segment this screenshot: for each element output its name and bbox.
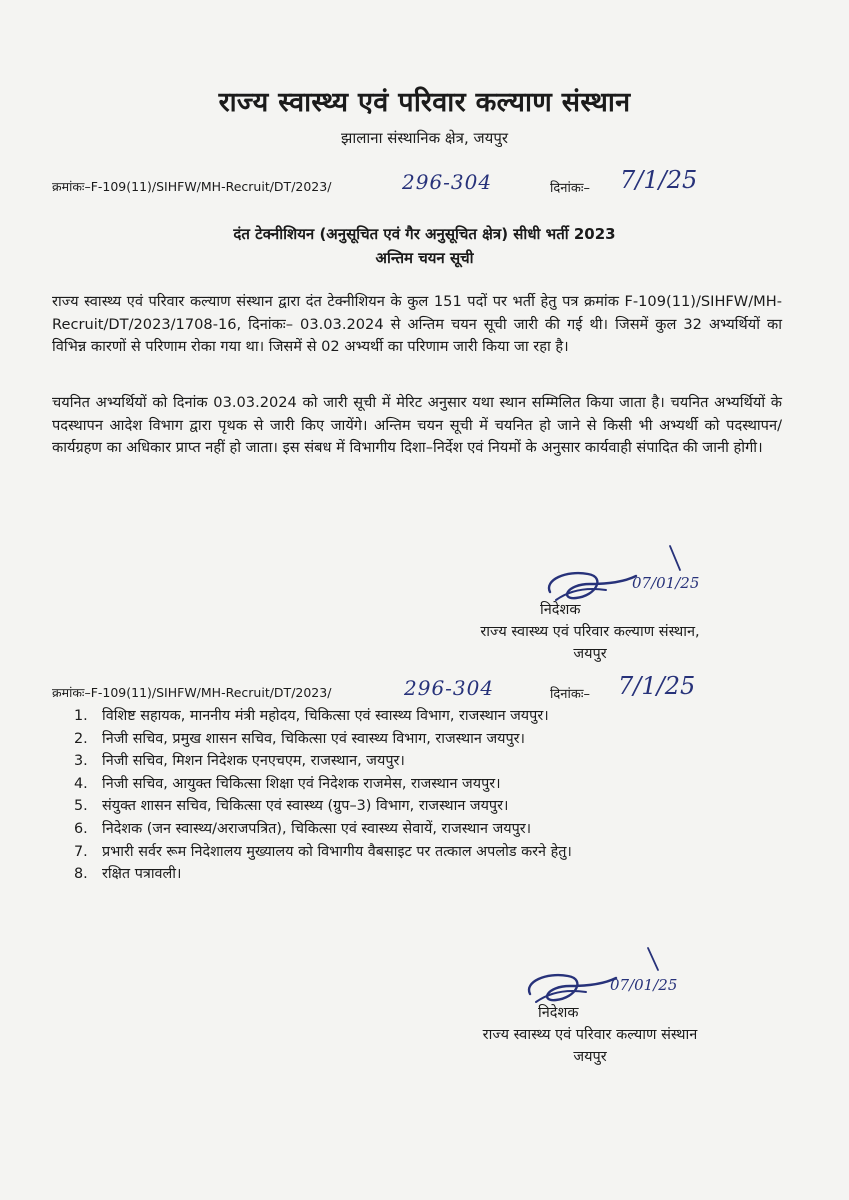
signatory-block-2 (400, 1002, 780, 1068)
signatory-block (400, 599, 780, 665)
handwritten-dispatch-number: 296-304 (402, 170, 493, 194)
reference-number: क्रमांकः–F-109(11)/SIHFW/MH-Recruit/DT/2023/ (52, 685, 332, 700)
distribution-list (68, 705, 788, 886)
handwritten-date: 7/1/25 (620, 166, 698, 194)
handwritten-date: 7/1/25 (618, 672, 696, 700)
organization-address: झालाना संस्थानिक क्षेत्र, जयपुर (341, 129, 508, 147)
body-paragraph-1: राज्य स्वास्थ्य एवं परिवार कल्याण संस्थान द्वारा दंत टेक्नीशियन के कुल 151 पदों पर भर्ती हेतु पत्र क्रमांक F-109(11)/SIHFW/MH-Recruit/DT/2023/1708-16, दिनांकः– 03.03.2024 से अन्तिम चयन सूची जारी की गई थी। जिसमें कुल 32 अभ्यर्थियों का विभिन्न कारणों से परिणाम रोका गया था। जिसमें से 02 अभ्यर्थी का परिणाम जारी किया जा रहा है। (52, 293, 782, 355)
list-item: 7. प्रभारी सर्वर रूम निदेशालय मुख्यालय को विभागीय वैबसाइट पर तत्काल अपलोड करने हेतु। (74, 843, 572, 860)
signatory-city: जयपुर (573, 1049, 607, 1065)
list-item: 2. निजी सचिव, प्रमुख शासन सचिव, चिकित्सा एवं स्वास्थ्य विभाग, राजस्थान जयपुर। (74, 730, 526, 747)
list-item: 8. रक्षित पत्रावली। (74, 866, 182, 883)
signatory-organization: राज्य स्वास्थ्य एवं परिवार कल्याण संस्थान, (480, 624, 700, 640)
date-label: दिनांकः– (550, 181, 590, 196)
reference-line-copy (52, 672, 772, 704)
subject-heading (0, 222, 849, 270)
subject-line: दंत टेक्नीशियन (अनुसूचित एवं गैर अनुसूचित क्षेत्र) सीधी भर्ती 2023 (233, 225, 616, 243)
reference-number: क्रमांकः–F-109(11)/SIHFW/MH-Recruit/DT/2023/ (52, 179, 332, 194)
signatory-designation: निदेशक (538, 1005, 579, 1021)
list-item: 6. निदेशक (जन स्वास्थ्य/अराजपत्रित), चिकित्सा एवं स्वास्थ्य सेवायें, राजस्थान जयपुर। (74, 820, 532, 837)
signature-initials-date: 07/01/25 (632, 574, 700, 592)
signatory-organization: राज्य स्वास्थ्य एवं परिवार कल्याण संस्थान (482, 1027, 698, 1043)
signatory-designation: निदेशक (540, 602, 581, 618)
subject-subline: अन्तिम चयन सूची (375, 249, 474, 267)
organization-title: राज्य स्वास्थ्य एवं परिवार कल्याण संस्थान (218, 87, 631, 118)
body-paragraph-2: चयनित अभ्यर्थियों को दिनांक 03.03.2024 को जारी सूची में मेरिट अनुसार यथा स्थान सम्मिलित किया जाता है। चयनित अभ्यर्थियों के पदस्थापन आदेश विभाग द्वारा पृथक से जारी किए जायेंगे। अन्तिम चयन सूची में चयनित हो जाने से किसी भी अभ्यर्थी को पदस्थापन/कार्यग्रहण का अधिकार प्राप्त नहीं हो जाता। इस संबध में विभागीय दिशा–निर्देश एवं नियमों के अनुसार कार्यवाही संपादित की जानी होगी। (52, 394, 782, 456)
list-item: 4. निजी सचिव, आयुक्त चिकित्सा शिक्षा एवं निदेशक राजमेस, राजस्थान जयपुर। (74, 775, 501, 792)
signatory-city: जयपुर (573, 646, 607, 662)
list-item: 3. निजी सचिव, मिशन निदेशक एनएचएम, राजस्थान, जयपुर। (74, 753, 405, 770)
list-item: 5. संयुक्त शासन सचिव, चिकित्सा एवं स्वास्थ्य (ग्रुप–3) विभाग, राजस्थान जयपुर। (74, 798, 509, 815)
date-label: दिनांकः– (550, 687, 590, 702)
list-item: 1. विशिष्ट सहायक, माननीय मंत्री महोदय, चिकित्सा एवं स्वास्थ्य विभाग, राजस्थान जयपुर। (74, 708, 549, 724)
handwritten-dispatch-number: 296-304 (404, 676, 495, 700)
signature-initials-date: 07/01/25 (610, 976, 678, 994)
reference-line (52, 166, 772, 198)
